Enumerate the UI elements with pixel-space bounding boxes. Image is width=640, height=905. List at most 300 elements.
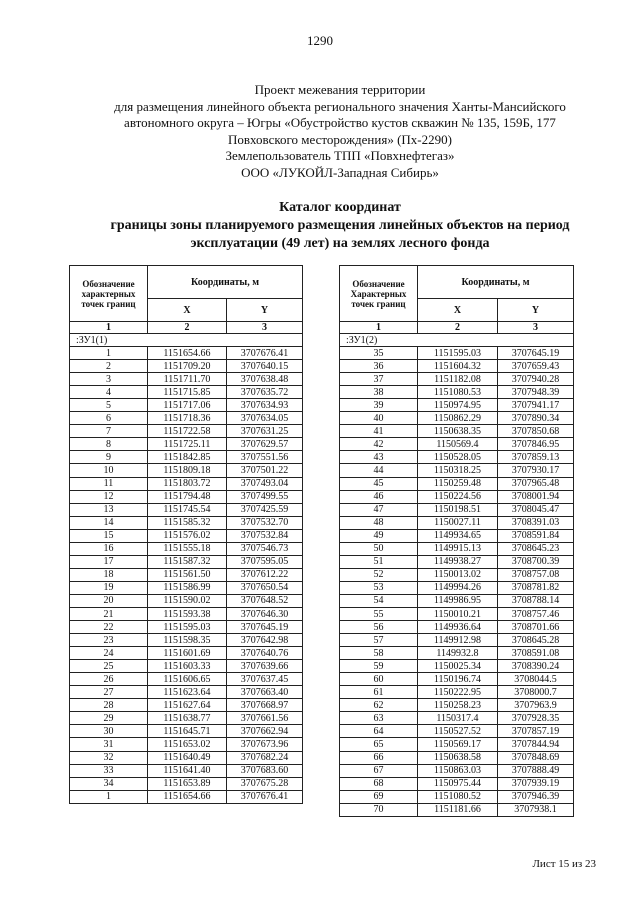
y-coordinate-cell: 3708591.08: [498, 647, 574, 660]
x-coordinate-cell: 1151653.89: [148, 777, 227, 790]
point-number-cell: 40: [340, 412, 418, 425]
point-number-cell: 10: [70, 464, 148, 477]
table-row: [70, 490, 303, 503]
table-row: [340, 647, 574, 660]
x-coordinate-cell: 1150318.25: [418, 464, 498, 477]
x-coordinate-cell: 1150569.17: [418, 738, 498, 751]
table-row: [70, 386, 303, 399]
x-coordinate-cell: 1151722.58: [148, 425, 227, 438]
x-coordinate-cell: 1151718.36: [148, 412, 227, 425]
y-coordinate-cell: 3707642.98: [227, 634, 303, 647]
y-coordinate-cell: 3707940.28: [498, 373, 574, 386]
y-coordinate-cell: 3708757.46: [498, 607, 574, 620]
x-coordinate-cell: 1150258.23: [418, 699, 498, 712]
y-coordinate-cell: 3707965.48: [498, 477, 574, 490]
x-coordinate-cell: 1151595.03: [148, 621, 227, 634]
y-coordinate-cell: 3707634.93: [227, 399, 303, 412]
y-coordinate-cell: 3707682.24: [227, 751, 303, 764]
y-coordinate-cell: 3708701.66: [498, 621, 574, 634]
table-row: [340, 660, 574, 673]
point-number-cell: 26: [70, 673, 148, 686]
y-coordinate-cell: 3707938.1: [498, 803, 574, 816]
table-row: [70, 738, 303, 751]
header-line: автономного округа – Югры «Обустройство кустов скважин № 135, 159Б, 177: [124, 115, 556, 130]
y-coordinate-cell: 3707941.17: [498, 399, 574, 412]
table-row: [70, 673, 303, 686]
coordinates-table-right: [339, 265, 574, 817]
table-row: [70, 686, 303, 699]
table-row: [70, 568, 303, 581]
point-number-cell: 22: [70, 621, 148, 634]
y-coordinate-cell: 3707963.9: [498, 699, 574, 712]
x-coordinate-cell: 1151555.18: [148, 542, 227, 555]
page-number: 1290: [307, 33, 333, 48]
x-coordinate-cell: 1150974.95: [418, 399, 498, 412]
x-coordinate-cell: 1150224.56: [418, 490, 498, 503]
y-coordinate-cell: 3707859.13: [498, 451, 574, 464]
table-row: [340, 490, 574, 503]
table-row: [340, 451, 574, 464]
point-number-cell: 61: [340, 686, 418, 699]
x-coordinate-cell: 1151653.02: [148, 738, 227, 751]
y-coordinate-cell: 3707930.17: [498, 464, 574, 477]
table-row: [70, 477, 303, 490]
table-row: [70, 790, 303, 803]
y-coordinate-cell: 3707612.22: [227, 568, 303, 581]
table-row: [340, 425, 574, 438]
catalog-title-line: эксплуатации (49 лет) на землях лесного фонда: [190, 236, 490, 251]
point-number-cell: 23: [70, 634, 148, 647]
point-number-cell: 34: [70, 777, 148, 790]
table-row: [70, 399, 303, 412]
x-coordinate-cell: 1149934.65: [418, 529, 498, 542]
table-row: [340, 347, 574, 360]
y-coordinate-cell: 3707646.30: [227, 607, 303, 620]
point-number-cell: 56: [340, 621, 418, 634]
table-row: [340, 399, 574, 412]
point-number-cell: 42: [340, 438, 418, 451]
y-coordinate-cell: 3707493.04: [227, 477, 303, 490]
x-coordinate-cell: 1150222.95: [418, 686, 498, 699]
table-row: [340, 738, 574, 751]
point-number-cell: 57: [340, 634, 418, 647]
x-coordinate-cell: 1151182.08: [418, 373, 498, 386]
header-line: Землепользователь ТПП «Повхнефтегаз»: [225, 148, 455, 163]
y-coordinate-cell: 3707848.69: [498, 751, 574, 764]
x-coordinate-cell: 1151641.40: [148, 764, 227, 777]
x-coordinate-cell: 1149994.26: [418, 581, 498, 594]
table-row: [340, 594, 574, 607]
x-coordinate-cell: 1149912.98: [418, 634, 498, 647]
x-coordinate-cell: 1150975.44: [418, 777, 498, 790]
x-coordinate-cell: 1150317.4: [418, 712, 498, 725]
point-number-cell: 28: [70, 699, 148, 712]
table-row: [340, 751, 574, 764]
point-number-cell: 55: [340, 607, 418, 620]
y-coordinate-cell: 3707668.97: [227, 699, 303, 712]
x-coordinate-cell: 1150027.11: [418, 516, 498, 529]
x-coordinate-cell: 1151593.38: [148, 607, 227, 620]
point-number-cell: 20: [70, 594, 148, 607]
table-row: [70, 503, 303, 516]
x-coordinate-cell: 1151080.52: [418, 790, 498, 803]
y-coordinate-cell: 3707551.56: [227, 451, 303, 464]
table-row: [340, 621, 574, 634]
y-coordinate-cell: 3707676.41: [227, 790, 303, 803]
point-number-cell: 36: [340, 360, 418, 373]
y-coordinate-cell: 3708000.7: [498, 686, 574, 699]
y-coordinate-cell: 3707645.19: [498, 347, 574, 360]
table-row: [70, 555, 303, 568]
point-number-cell: 12: [70, 490, 148, 503]
y-coordinate-cell: 3707532.84: [227, 529, 303, 542]
table-row: [340, 516, 574, 529]
point-number-cell: 6: [70, 412, 148, 425]
x-coordinate-cell: 1151587.32: [148, 555, 227, 568]
x-coordinate-cell: 1151586.99: [148, 581, 227, 594]
table-row: [340, 764, 574, 777]
y-coordinate-cell: 3707546.73: [227, 542, 303, 555]
table-row: [70, 725, 303, 738]
y-coordinate-cell: 3707662.94: [227, 725, 303, 738]
x-coordinate-cell: 1151604.32: [418, 360, 498, 373]
table-row: [340, 725, 574, 738]
point-number-cell: 67: [340, 764, 418, 777]
point-number-cell: 1: [70, 790, 148, 803]
header-line: ООО «ЛУКОЙЛ-Западная Сибирь»: [241, 164, 439, 180]
table-row: [70, 764, 303, 777]
x-coordinate-cell: 1151080.53: [418, 386, 498, 399]
table-row: [70, 438, 303, 451]
table-row: [70, 621, 303, 634]
table-row: [70, 451, 303, 464]
x-coordinate-cell: 1151803.72: [148, 477, 227, 490]
point-number-cell: 68: [340, 777, 418, 790]
x-coordinate-cell: 1149915.13: [418, 542, 498, 555]
x-coordinate-cell: 1151809.18: [148, 464, 227, 477]
x-coordinate-cell: 1151654.66: [148, 347, 227, 360]
y-coordinate-cell: 3707890.34: [498, 412, 574, 425]
table-row: [340, 373, 574, 386]
column-number: 2: [148, 322, 227, 334]
point-number-cell: 7: [70, 425, 148, 438]
y-coordinate-cell: 3707631.25: [227, 425, 303, 438]
table-row: [70, 412, 303, 425]
point-number-cell: 59: [340, 660, 418, 673]
table-row: [340, 673, 574, 686]
x-coordinate-cell: 1151576.02: [148, 529, 227, 542]
column-number: 1: [70, 322, 148, 334]
coordinates-table-left: [69, 265, 303, 804]
x-coordinate-cell: 1150863.03: [418, 764, 498, 777]
point-number-cell: 66: [340, 751, 418, 764]
y-coordinate-cell: 3707683.60: [227, 764, 303, 777]
column-number: 3: [227, 322, 303, 334]
x-coordinate-cell: 1149938.27: [418, 555, 498, 568]
y-coordinate-cell: 3707946.39: [498, 790, 574, 803]
catalog-title-line: Каталог координат: [279, 200, 401, 215]
point-number-cell: 2: [70, 360, 148, 373]
y-coordinate-cell: 3707501.22: [227, 464, 303, 477]
table-row: [340, 790, 574, 803]
x-coordinate-cell: 1151585.32: [148, 516, 227, 529]
y-coordinate-cell: 3707650.54: [227, 581, 303, 594]
y-coordinate-cell: 3707640.76: [227, 647, 303, 660]
table-row: [340, 529, 574, 542]
y-coordinate-cell: 3707645.19: [227, 621, 303, 634]
y-coordinate-cell: 3708591.84: [498, 529, 574, 542]
table-row: [70, 347, 303, 360]
table-row: [340, 555, 574, 568]
table-row: [70, 660, 303, 673]
catalog-title-line: границы зоны планируемого размещения линейных объектов на период: [110, 218, 570, 233]
table-row: [70, 712, 303, 725]
x-coordinate-cell: 1151598.35: [148, 634, 227, 647]
table-row: [340, 699, 574, 712]
x-coordinate-cell: 1151745.54: [148, 503, 227, 516]
x-coordinate-cell: 1150196.74: [418, 673, 498, 686]
point-number-cell: 14: [70, 516, 148, 529]
x-coordinate-cell: 1150025.34: [418, 660, 498, 673]
x-coordinate-cell: 1151623.64: [148, 686, 227, 699]
point-number-cell: 21: [70, 607, 148, 620]
x-coordinate-cell: 1150010.21: [418, 607, 498, 620]
y-coordinate-cell: 3707629.57: [227, 438, 303, 451]
y-coordinate-cell: 3707659.43: [498, 360, 574, 373]
point-number-cell: 3: [70, 373, 148, 386]
point-number-cell: 29: [70, 712, 148, 725]
column-number: 2: [418, 322, 498, 334]
table-row: [70, 529, 303, 542]
point-number-cell: 38: [340, 386, 418, 399]
point-number-cell: 52: [340, 568, 418, 581]
y-coordinate-cell: 3708390.24: [498, 660, 574, 673]
table-row: [340, 777, 574, 790]
table-row: [340, 438, 574, 451]
point-number-cell: 44: [340, 464, 418, 477]
header-point-designation: Обозначение Характерных точек границ: [340, 266, 418, 322]
table-row: [70, 425, 303, 438]
header-x: X: [418, 299, 498, 322]
y-coordinate-cell: 3708391.03: [498, 516, 574, 529]
x-coordinate-cell: 1151715.85: [148, 386, 227, 399]
point-number-cell: 70: [340, 803, 418, 816]
point-number-cell: 5: [70, 399, 148, 412]
y-coordinate-cell: 3707928.35: [498, 712, 574, 725]
y-coordinate-cell: 3707661.56: [227, 712, 303, 725]
point-number-cell: 18: [70, 568, 148, 581]
y-coordinate-cell: 3708781.82: [498, 581, 574, 594]
point-number-cell: 51: [340, 555, 418, 568]
y-coordinate-cell: 3707635.72: [227, 386, 303, 399]
y-coordinate-cell: 3708757.08: [498, 568, 574, 581]
header-line: Повховского месторождения» (Пх-2290): [228, 131, 452, 147]
y-coordinate-cell: 3708001.94: [498, 490, 574, 503]
table-row: [340, 503, 574, 516]
header-line: Проект межевания территории: [254, 82, 426, 97]
table-row: [70, 607, 303, 620]
point-number-cell: 41: [340, 425, 418, 438]
point-number-cell: 13: [70, 503, 148, 516]
x-coordinate-cell: 1150638.35: [418, 425, 498, 438]
document-header: [60, 82, 620, 181]
x-coordinate-cell: 1151725.11: [148, 438, 227, 451]
point-number-cell: 25: [70, 660, 148, 673]
x-coordinate-cell: 1150862.29: [418, 412, 498, 425]
x-coordinate-cell: 1150527.52: [418, 725, 498, 738]
table-row: [340, 477, 574, 490]
header-point-designation: Обозначение характерных точек границ: [70, 266, 148, 322]
x-coordinate-cell: 1151709.20: [148, 360, 227, 373]
point-number-cell: 58: [340, 647, 418, 660]
y-coordinate-cell: 3707673.96: [227, 738, 303, 751]
y-coordinate-cell: 3707532.70: [227, 516, 303, 529]
y-coordinate-cell: 3708045.47: [498, 503, 574, 516]
point-number-cell: 17: [70, 555, 148, 568]
column-number: 3: [498, 322, 574, 334]
x-coordinate-cell: 1151603.33: [148, 660, 227, 673]
x-coordinate-cell: 1151638.77: [148, 712, 227, 725]
point-number-cell: 33: [70, 764, 148, 777]
x-coordinate-cell: 1151561.50: [148, 568, 227, 581]
table-row: [70, 464, 303, 477]
point-number-cell: 45: [340, 477, 418, 490]
point-number-cell: 1: [70, 347, 148, 360]
x-coordinate-cell: 1151601.69: [148, 647, 227, 660]
point-number-cell: 50: [340, 542, 418, 555]
sheet-footer: Лист 15 из 23: [532, 858, 596, 870]
header-coordinates: Координаты, м: [418, 266, 574, 299]
y-coordinate-cell: 3707637.45: [227, 673, 303, 686]
x-coordinate-cell: 1149986.95: [418, 594, 498, 607]
header-y: Y: [498, 299, 574, 322]
table-row: [70, 516, 303, 529]
x-coordinate-cell: 1151794.48: [148, 490, 227, 503]
x-coordinate-cell: 1151640.49: [148, 751, 227, 764]
y-coordinate-cell: 3707499.55: [227, 490, 303, 503]
table-row: [70, 373, 303, 386]
x-coordinate-cell: 1149932.8: [418, 647, 498, 660]
table-row: [340, 607, 574, 620]
point-number-cell: 63: [340, 712, 418, 725]
x-coordinate-cell: 1150528.05: [418, 451, 498, 464]
table-row: [70, 751, 303, 764]
table-row: [340, 568, 574, 581]
point-number-cell: 32: [70, 751, 148, 764]
catalog-title: [60, 199, 620, 253]
x-coordinate-cell: 1150569.4: [418, 438, 498, 451]
y-coordinate-cell: 3708044.5: [498, 673, 574, 686]
x-coordinate-cell: 1151590.02: [148, 594, 227, 607]
point-number-cell: 48: [340, 516, 418, 529]
header-coordinates: Координаты, м: [148, 266, 303, 299]
table-row: [340, 412, 574, 425]
table-row: [340, 581, 574, 594]
y-coordinate-cell: 3707638.48: [227, 373, 303, 386]
point-number-cell: 37: [340, 373, 418, 386]
y-coordinate-cell: 3707648.52: [227, 594, 303, 607]
point-number-cell: 31: [70, 738, 148, 751]
point-number-cell: 24: [70, 647, 148, 660]
y-coordinate-cell: 3707595.05: [227, 555, 303, 568]
table-row: [340, 464, 574, 477]
table-row: [340, 634, 574, 647]
x-coordinate-cell: 1151717.06: [148, 399, 227, 412]
point-number-cell: 43: [340, 451, 418, 464]
point-number-cell: 15: [70, 529, 148, 542]
y-coordinate-cell: 3708700.39: [498, 555, 574, 568]
x-coordinate-cell: 1151606.65: [148, 673, 227, 686]
x-coordinate-cell: 1151627.64: [148, 699, 227, 712]
point-number-cell: 30: [70, 725, 148, 738]
point-number-cell: 65: [340, 738, 418, 751]
table-row: [340, 386, 574, 399]
x-coordinate-cell: 1151842.85: [148, 451, 227, 464]
x-coordinate-cell: 1150198.51: [418, 503, 498, 516]
y-coordinate-cell: 3708645.28: [498, 634, 574, 647]
table-row: [340, 686, 574, 699]
y-coordinate-cell: 3707639.66: [227, 660, 303, 673]
point-number-cell: 46: [340, 490, 418, 503]
x-coordinate-cell: 1150013.02: [418, 568, 498, 581]
x-coordinate-cell: 1150638.58: [418, 751, 498, 764]
table-row: [70, 777, 303, 790]
y-coordinate-cell: 3707425.59: [227, 503, 303, 516]
y-coordinate-cell: 3707640.15: [227, 360, 303, 373]
table-row: [70, 634, 303, 647]
point-number-cell: 39: [340, 399, 418, 412]
zone-label: :ЗУ1(1): [70, 334, 303, 347]
zone-label: :ЗУ1(2): [340, 334, 574, 347]
y-coordinate-cell: 3707888.49: [498, 764, 574, 777]
x-coordinate-cell: 1151645.71: [148, 725, 227, 738]
point-number-cell: 62: [340, 699, 418, 712]
x-coordinate-cell: 1151595.03: [418, 347, 498, 360]
point-number-cell: 69: [340, 790, 418, 803]
table-row: [70, 594, 303, 607]
point-number-cell: 64: [340, 725, 418, 738]
point-number-cell: 27: [70, 686, 148, 699]
y-coordinate-cell: 3707846.95: [498, 438, 574, 451]
table-row: [70, 360, 303, 373]
point-number-cell: 53: [340, 581, 418, 594]
table-row: [340, 712, 574, 725]
x-coordinate-cell: 1151654.66: [148, 790, 227, 803]
y-coordinate-cell: 3707850.68: [498, 425, 574, 438]
header-line: для размещения линейного объекта регионального значения Ханты-Мансийского: [114, 98, 566, 114]
point-number-cell: 9: [70, 451, 148, 464]
point-number-cell: 8: [70, 438, 148, 451]
table-row: [70, 542, 303, 555]
y-coordinate-cell: 3707675.28: [227, 777, 303, 790]
x-coordinate-cell: 1151181.66: [418, 803, 498, 816]
x-coordinate-cell: 1151711.70: [148, 373, 227, 386]
column-number: 1: [340, 322, 418, 334]
header-y: Y: [227, 299, 303, 322]
x-coordinate-cell: 1150259.48: [418, 477, 498, 490]
point-number-cell: 60: [340, 673, 418, 686]
point-number-cell: 35: [340, 347, 418, 360]
point-number-cell: 47: [340, 503, 418, 516]
table-row: [340, 803, 574, 816]
table-row: [70, 581, 303, 594]
point-number-cell: 4: [70, 386, 148, 399]
y-coordinate-cell: 3707857.19: [498, 725, 574, 738]
y-coordinate-cell: 3707939.19: [498, 777, 574, 790]
y-coordinate-cell: 3707634.05: [227, 412, 303, 425]
header-x: X: [148, 299, 227, 322]
table-row: [70, 647, 303, 660]
